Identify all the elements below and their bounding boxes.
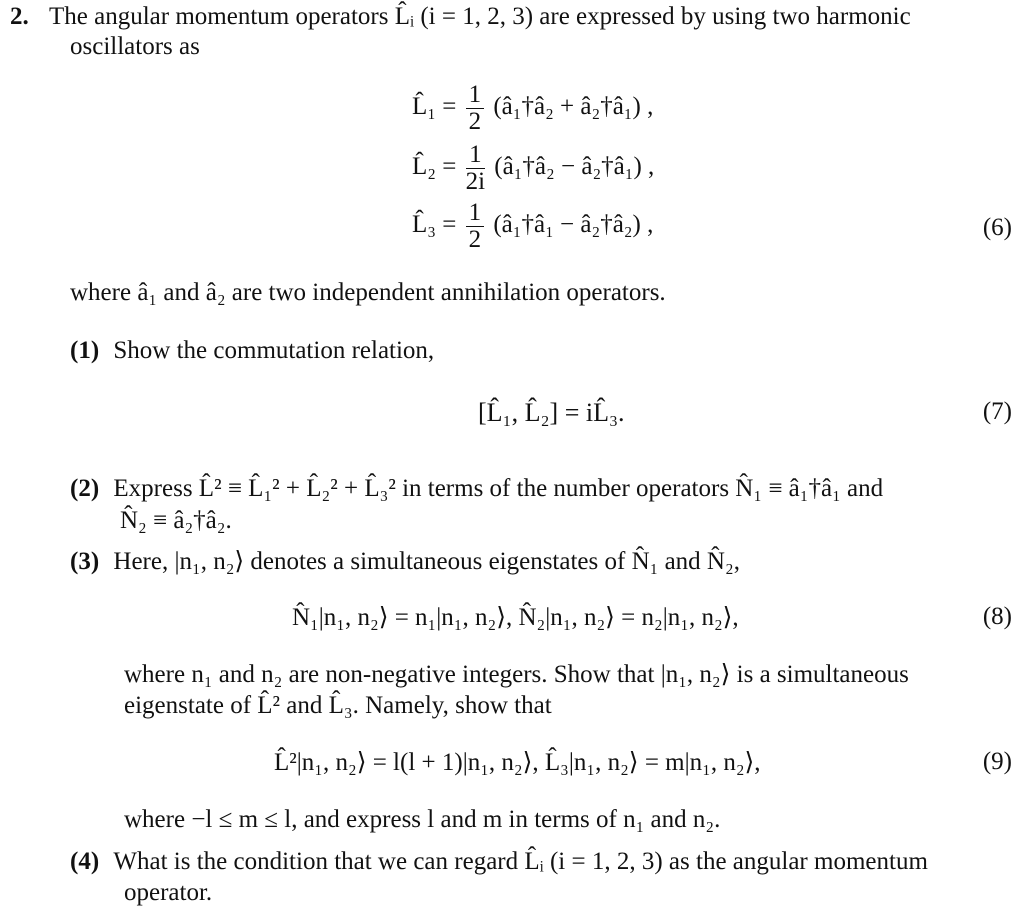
- part3-label: (3): [70, 548, 100, 575]
- equation-L2-body: (â₁†â₂ − â₂†â₁) ,: [494, 153, 655, 181]
- equation-L1-frac-den: 2: [468, 108, 482, 135]
- intro-text: The angular momentum operators L̂ᵢ (i = 1, 2, 3) are expressed by using two harmonic: [49, 3, 911, 30]
- part3-text2-line2: eigenstate of L̂² and L̂₃. Namely, show that: [124, 692, 552, 719]
- equation-L2-lhs: L̂₂ =: [412, 153, 457, 181]
- equation-number-8: (8): [982, 603, 1012, 630]
- part1-label: (1): [70, 337, 100, 364]
- equation-number-7: (7): [982, 398, 1012, 425]
- part2-line1: [70, 474, 883, 504]
- part3-text2-line1: where n₁ and n₂ are non-negative integers. Show that |n₁, n₂⟩ is a simultaneous: [124, 661, 909, 688]
- equation-L3-lhs: L̂₃ =: [412, 211, 457, 239]
- equation-L1: [412, 82, 653, 135]
- equation-L2-fraction: [466, 142, 485, 195]
- equation-L2-frac-den: 2i: [465, 168, 486, 195]
- part4-text-line2: operator.: [124, 879, 213, 906]
- part1-text: Show the commutation relation,: [113, 337, 435, 364]
- equation-L1-fraction: [466, 82, 485, 135]
- eigenvalue-equation-8: N̂₁|n₁, n₂⟩ = n₁|n₁, n₂⟩, N̂₂|n₁, n₂⟩ = n₂|n₁, n₂⟩,: [292, 604, 739, 631]
- equation-L1-body: (â₁†â₂ + â₂†â₁) ,: [493, 93, 654, 121]
- commutation-equation: [L̂₁, L̂₂] = iL̂₃.: [478, 398, 625, 427]
- equation-L1-frac-num: 1: [466, 82, 485, 109]
- part2-text-line2: N̂₂ ≡ â₂†â₂.: [120, 507, 232, 534]
- part1-line: [70, 336, 434, 366]
- part4-text-line1: What is the condition that we can regard L̂ᵢ (i = 1, 2, 3) as the angular momentum: [113, 848, 928, 875]
- equation-L2: [412, 142, 654, 195]
- part3-line1: [70, 547, 740, 577]
- eigenvalue-equation-9: L̂²|n₁, n₂⟩ = l(l + 1)|n₁, n₂⟩, L̂₃|n₁, n₂⟩ = m|n₁, n₂⟩,: [274, 749, 761, 776]
- equation-L3-frac-num: 1: [466, 200, 485, 227]
- problem-intro-line1: [10, 2, 911, 32]
- equation-number-9: (9): [982, 748, 1012, 775]
- equation-number-6: (6): [982, 214, 1012, 241]
- part4-line1: [70, 847, 928, 877]
- equation-L3-fraction: [466, 200, 485, 253]
- part2-text-line1: Express L̂² ≡ L̂₁² + L̂₂² + L̂₃² in terms of the number operators N̂₁ ≡ â₁†â₁ and: [113, 475, 884, 502]
- problem-number: 2.: [10, 3, 29, 30]
- where-line: where â₁ and â₂ are two independent annihilation operators.: [70, 279, 666, 306]
- part2-label: (2): [70, 475, 100, 502]
- equation-L2-frac-num: 1: [466, 142, 485, 169]
- part4-label: (4): [70, 848, 100, 875]
- equation-L3-body: (â₁†â₁ − â₂†â₂) ,: [493, 211, 654, 239]
- problem-intro-line2: oscillators as: [70, 33, 200, 60]
- equation-L3: [412, 200, 653, 253]
- equation-L1-lhs: L̂₁ =: [412, 93, 457, 121]
- part3-text: Here, |n₁, n₂⟩ denotes a simultaneous eigenstates of N̂₁ and N̂₂,: [113, 548, 740, 575]
- part3-text3: where −l ≤ m ≤ l, and express l and m in terms of n₁ and n₂.: [124, 806, 721, 833]
- equation-L3-frac-den: 2: [468, 226, 482, 253]
